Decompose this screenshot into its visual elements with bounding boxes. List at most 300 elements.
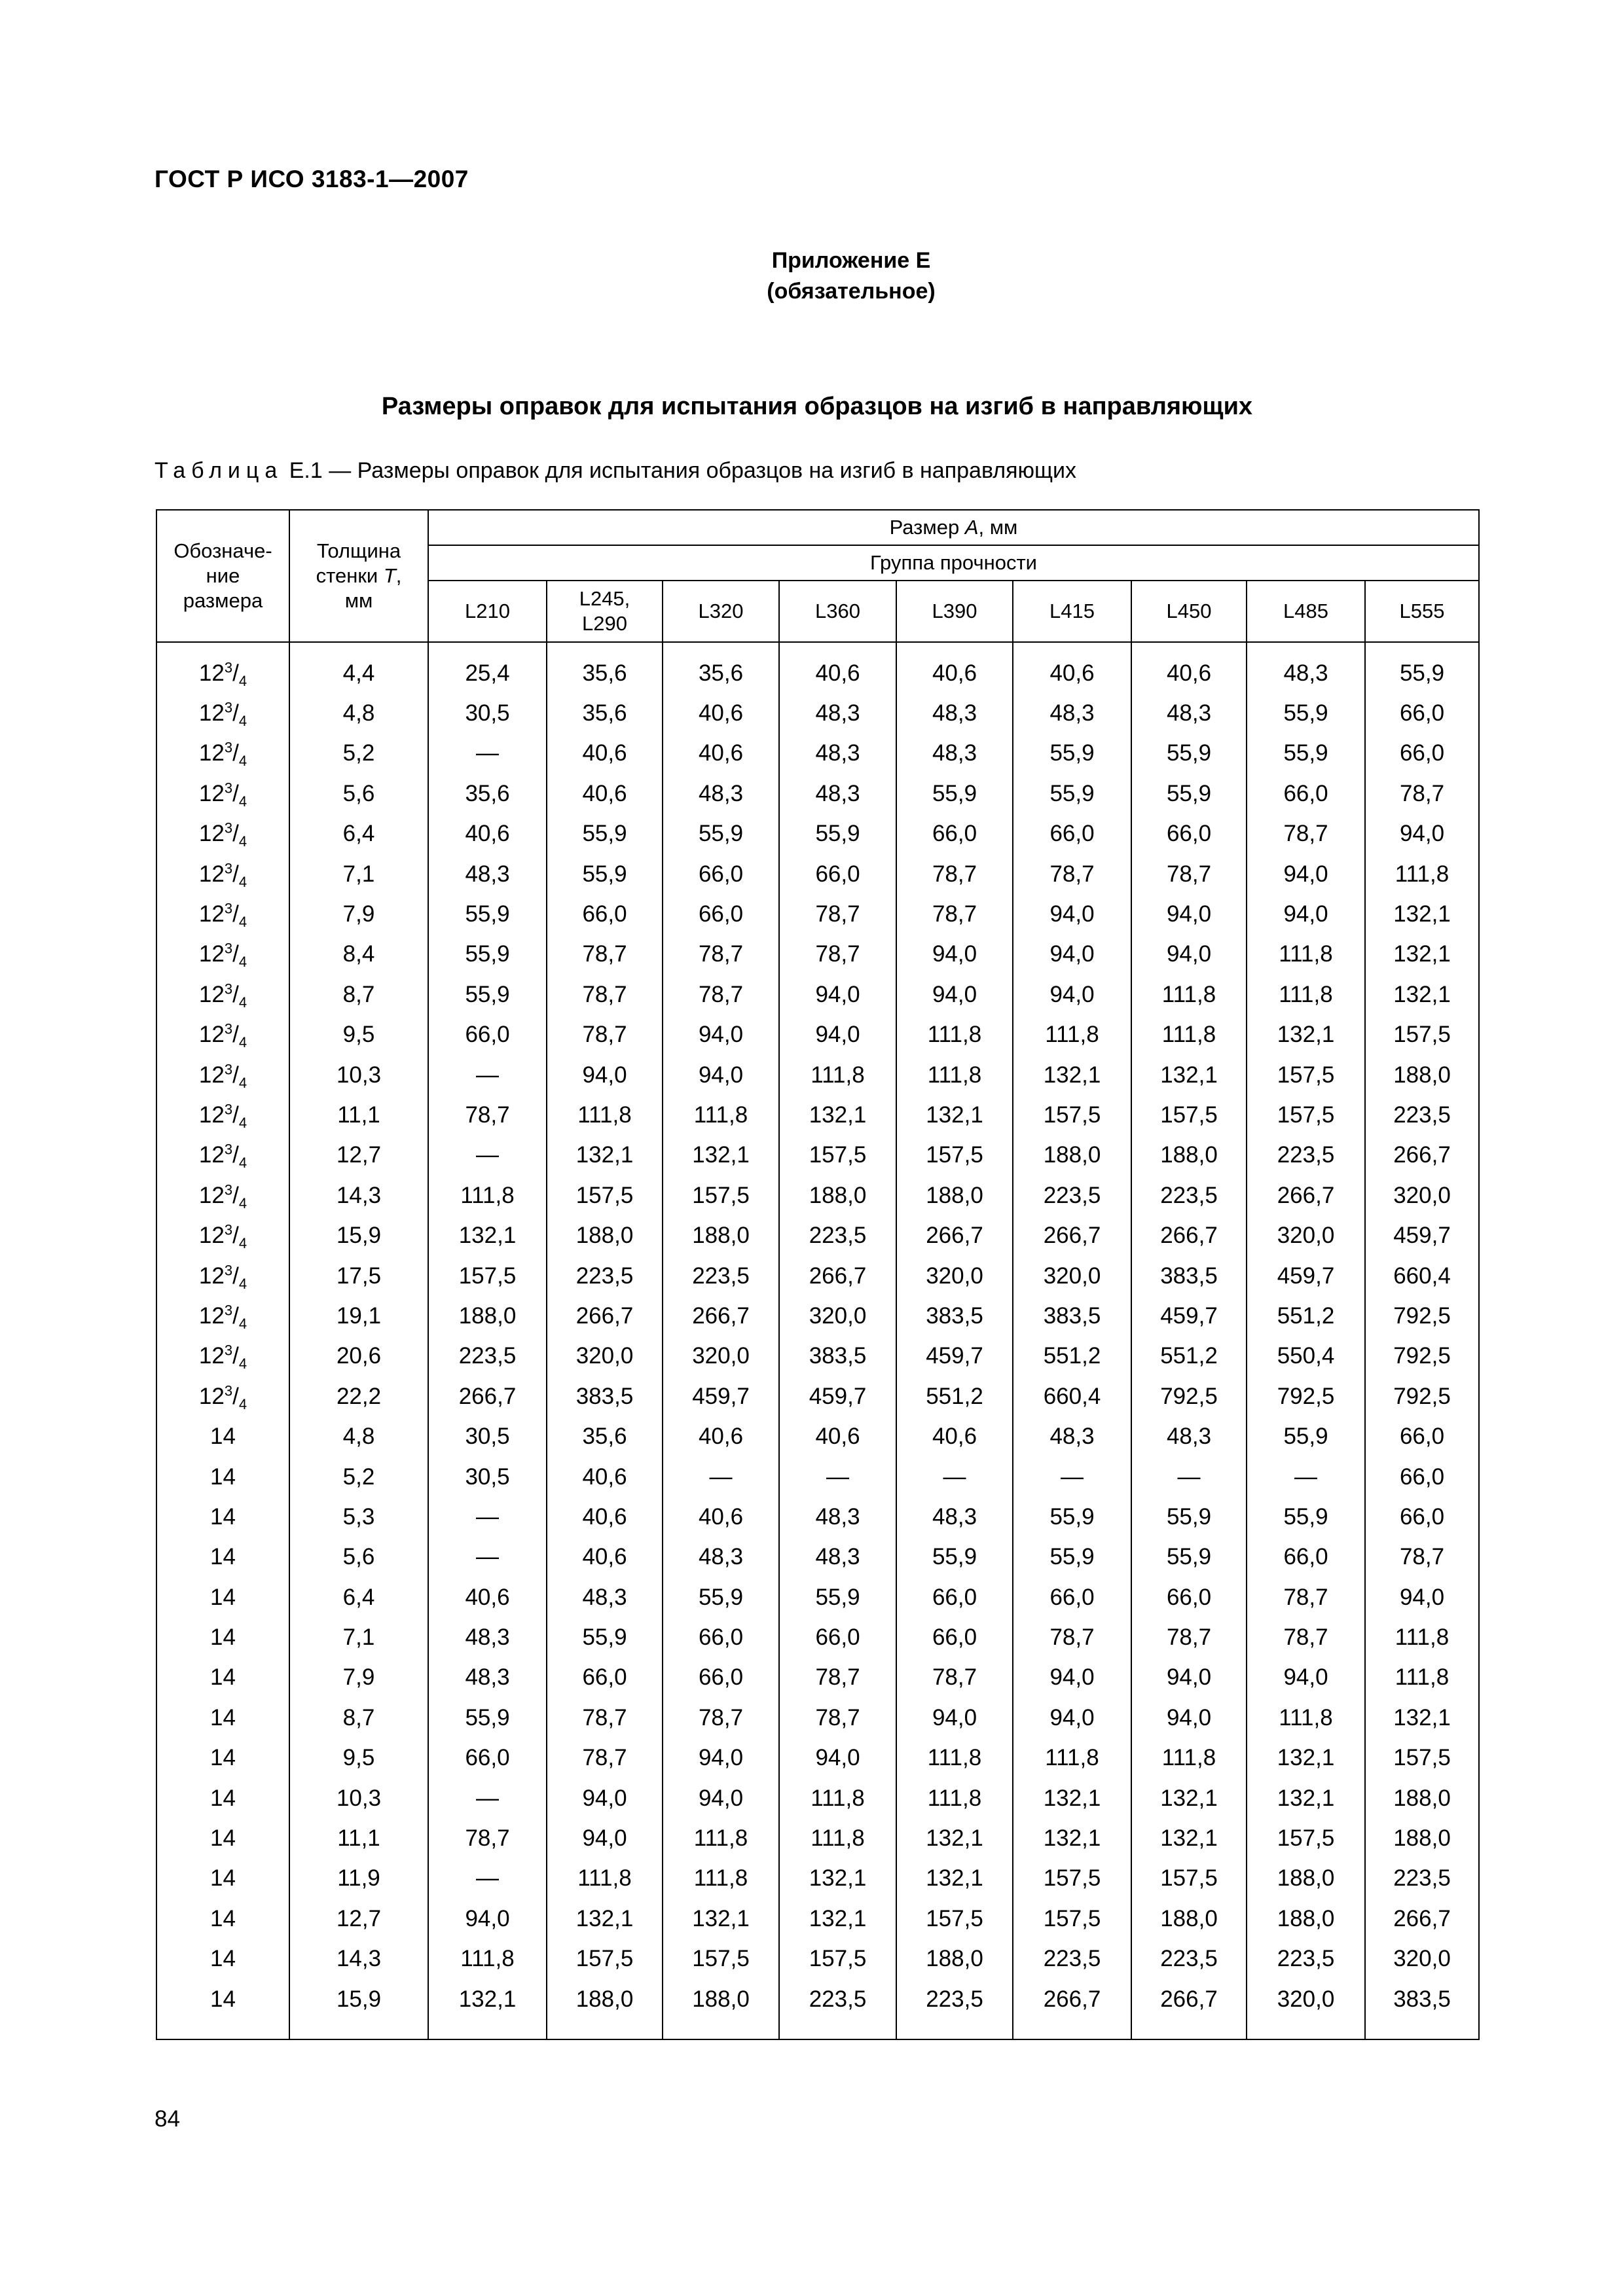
mandrel-size-cell: 55,9 xyxy=(896,1537,1013,1577)
mandrel-size-cell: 111,8 xyxy=(1247,975,1365,1014)
mandrel-size-cell: 48,3 xyxy=(779,693,896,733)
mandrel-size-cell: 66,0 xyxy=(663,854,779,894)
mandrel-size-cell: 188,0 xyxy=(1131,1136,1247,1175)
mandrel-size-cell: 459,7 xyxy=(896,1336,1013,1376)
mandrel-size-cell: 111,8 xyxy=(896,1738,1013,1778)
mandrel-size-cell: 132,1 xyxy=(896,1818,1013,1858)
mandrel-size-cell: 94,0 xyxy=(1013,975,1131,1014)
size-designation-cell: 14 xyxy=(156,1859,289,1899)
mandrel-size-cell: 320,0 xyxy=(1013,1256,1131,1296)
size-designation-cell: $12^3/_4$ xyxy=(156,935,289,975)
size-designation-cell: $12^3/_4$ xyxy=(156,1055,289,1095)
mandrel-size-cell: 94,0 xyxy=(1131,894,1247,934)
table-row xyxy=(156,1136,1479,1175)
mandrel-size-cell: 55,9 xyxy=(547,814,663,854)
mandrel-size-cell: 223,5 xyxy=(1013,1939,1131,1979)
table-row xyxy=(156,814,1479,854)
mandrel-size-cell: 132,1 xyxy=(1365,894,1479,934)
mandrel-size-cell: 157,5 xyxy=(1013,1095,1131,1135)
mandrel-size-cell: 157,5 xyxy=(1131,1095,1247,1135)
mandrel-size-cell: 48,3 xyxy=(1013,693,1131,733)
col-header-size-a: Размер A, мм xyxy=(428,510,1479,545)
mandrel-size-cell: 188,0 xyxy=(896,1939,1013,1979)
mandrel-size-cell: 40,6 xyxy=(547,1457,663,1497)
mandrel-size-cell: 94,0 xyxy=(779,975,896,1014)
mandrel-size-cell: 55,9 xyxy=(1247,693,1365,733)
mandrel-size-cell: 66,0 xyxy=(428,1738,547,1778)
mandrel-size-cell: 266,7 xyxy=(1131,1215,1247,1255)
wall-thickness-cell: 15,9 xyxy=(289,1979,428,2019)
mandrel-size-cell: 188,0 xyxy=(896,1175,1013,1215)
mandrel-size-cell: 55,9 xyxy=(779,1577,896,1617)
mandrel-size-cell: 48,3 xyxy=(896,693,1013,733)
mandrel-size-cell: 266,7 xyxy=(663,1296,779,1336)
mandrel-size-cell: 78,7 xyxy=(663,935,779,975)
table-row xyxy=(156,854,1479,894)
mandrel-size-cell: 78,7 xyxy=(663,975,779,1014)
table-row xyxy=(156,1818,1479,1858)
mandrel-size-cell: 188,0 xyxy=(779,1175,896,1215)
wall-thickness-cell: 4,8 xyxy=(289,1416,428,1456)
mandrel-size-cell: 94,0 xyxy=(1247,854,1365,894)
table-row xyxy=(156,1215,1479,1255)
mandrel-size-cell: 111,8 xyxy=(428,1939,547,1979)
table-row xyxy=(156,1457,1479,1497)
mandrel-size-cell: 94,0 xyxy=(547,1818,663,1858)
table-row xyxy=(156,1899,1479,1939)
mandrel-size-cell: 48,3 xyxy=(779,734,896,774)
mandrel-size-cell: 223,5 xyxy=(428,1336,547,1376)
wall-thickness-cell: 6,4 xyxy=(289,1577,428,1617)
size-designation-cell: $12^3/_4$ xyxy=(156,774,289,814)
mandrel-size-cell: 55,9 xyxy=(1013,734,1131,774)
mandrel-size-cell: 48,3 xyxy=(1247,653,1365,693)
mandrel-size-cell: 66,0 xyxy=(779,854,896,894)
table-row xyxy=(156,1376,1479,1416)
mandrel-size-cell: 55,9 xyxy=(1131,1537,1247,1577)
mandrel-size-cell: 55,9 xyxy=(1131,774,1247,814)
mandrel-size-cell: 132,1 xyxy=(1131,1818,1247,1858)
mandrel-size-cell: 66,0 xyxy=(1365,1457,1479,1497)
mandrel-size-cell: 383,5 xyxy=(547,1376,663,1416)
mandrel-size-cell: 459,7 xyxy=(663,1376,779,1416)
mandrel-size-cell: 111,8 xyxy=(1247,1698,1365,1738)
mandrel-size-cell: 132,1 xyxy=(1131,1778,1247,1818)
mandrel-size-cell: 40,6 xyxy=(1131,653,1247,693)
table-row xyxy=(156,774,1479,814)
mandrel-size-cell: 132,1 xyxy=(1365,1698,1479,1738)
mandrel-size-cell: 66,0 xyxy=(547,894,663,934)
mandrel-size-cell: 223,5 xyxy=(1013,1175,1131,1215)
table-row xyxy=(156,1497,1479,1537)
mandrel-size-cell: — xyxy=(428,1537,547,1577)
mandrel-size-cell: 40,6 xyxy=(663,734,779,774)
mandrel-size-cell: 266,7 xyxy=(428,1376,547,1416)
mandrel-size-cell: 40,6 xyxy=(896,1416,1013,1456)
mandrel-size-cell: 266,7 xyxy=(779,1256,896,1296)
mandrel-size-cell: — xyxy=(428,1778,547,1818)
mandrel-size-cell: 48,3 xyxy=(1131,1416,1247,1456)
table-row xyxy=(156,693,1479,733)
mandrel-size-cell: 66,0 xyxy=(896,1577,1013,1617)
size-designation-cell: $12^3/_4$ xyxy=(156,693,289,733)
mandrel-size-cell: 55,9 xyxy=(1247,734,1365,774)
mandrel-size-cell: 55,9 xyxy=(1247,1416,1365,1456)
grade-header: L450 xyxy=(1131,581,1247,642)
table-row xyxy=(156,1256,1479,1296)
wall-thickness-cell: 17,5 xyxy=(289,1256,428,1296)
mandrel-size-cell: 551,2 xyxy=(896,1376,1013,1416)
mandrel-size-cell: 94,0 xyxy=(663,1055,779,1095)
mandrel-size-cell: 266,7 xyxy=(547,1296,663,1336)
col-header-wall-thickness: Толщина стенки T, мм xyxy=(289,510,428,642)
mandrel-size-cell: 132,1 xyxy=(779,1095,896,1135)
mandrel-size-cell: 78,7 xyxy=(896,894,1013,934)
mandrel-size-cell: 320,0 xyxy=(1247,1979,1365,2019)
mandrel-size-cell: 55,9 xyxy=(779,814,896,854)
mandrel-size-cell: 223,5 xyxy=(1247,1136,1365,1175)
mandrel-size-cell: 132,1 xyxy=(428,1215,547,1255)
size-designation-cell: 14 xyxy=(156,1778,289,1818)
mandrel-size-cell: 40,6 xyxy=(663,1497,779,1537)
mandrel-size-cell: 157,5 xyxy=(779,1939,896,1979)
wall-thickness-cell: 22,2 xyxy=(289,1376,428,1416)
mandrel-size-cell: 132,1 xyxy=(1365,935,1479,975)
table-row xyxy=(156,1617,1479,1657)
mandrel-size-cell: 111,8 xyxy=(1131,975,1247,1014)
mandrel-size-cell: 132,1 xyxy=(1013,1778,1131,1818)
mandrel-size-cell: 66,0 xyxy=(896,1617,1013,1657)
mandrel-size-cell: 94,0 xyxy=(1131,1698,1247,1738)
wall-thickness-cell: 10,3 xyxy=(289,1055,428,1095)
mandrel-size-cell: 157,5 xyxy=(663,1175,779,1215)
mandrel-size-cell: 223,5 xyxy=(779,1215,896,1255)
mandrel-size-cell: 94,0 xyxy=(896,975,1013,1014)
size-designation-cell: $12^3/_4$ xyxy=(156,1256,289,1296)
mandrel-size-cell: 111,8 xyxy=(1131,1015,1247,1055)
mandrel-size-cell: 111,8 xyxy=(547,1859,663,1899)
mandrel-size-cell: 78,7 xyxy=(779,935,896,975)
mandrel-size-cell: 132,1 xyxy=(1013,1055,1131,1095)
mandrel-size-cell: 30,5 xyxy=(428,1416,547,1456)
mandrel-size-cell: 157,5 xyxy=(663,1939,779,1979)
mandrel-size-cell: 111,8 xyxy=(779,1778,896,1818)
mandrel-size-cell: 66,0 xyxy=(1247,1537,1365,1577)
mandrel-size-cell: 66,0 xyxy=(1131,1577,1247,1617)
size-designation-cell: 14 xyxy=(156,1658,289,1698)
mandrel-size-cell: 223,5 xyxy=(779,1979,896,2019)
mandrel-size-cell: 320,0 xyxy=(663,1336,779,1376)
mandrel-size-cell: 48,3 xyxy=(896,1497,1013,1537)
wall-thickness-cell: 8,7 xyxy=(289,975,428,1014)
mandrel-size-cell: 55,9 xyxy=(1131,1497,1247,1537)
wall-thickness-cell: 11,1 xyxy=(289,1818,428,1858)
mandrel-size-cell: 66,0 xyxy=(1365,1497,1479,1537)
mandrel-size-cell: 94,0 xyxy=(896,935,1013,975)
mandrel-size-cell: 66,0 xyxy=(1365,693,1479,733)
size-designation-cell: 14 xyxy=(156,1698,289,1738)
mandrel-size-cell: 48,3 xyxy=(663,1537,779,1577)
mandrel-size-cell: 78,7 xyxy=(1131,1617,1247,1657)
mandrel-size-cell: 66,0 xyxy=(1247,774,1365,814)
mandrel-size-cell: 94,0 xyxy=(1247,894,1365,934)
mandrel-size-cell: 266,7 xyxy=(1013,1979,1131,2019)
mandrel-size-cell: 132,1 xyxy=(1247,1778,1365,1818)
mandrel-size-cell: 78,7 xyxy=(1365,774,1479,814)
size-designation-cell: $12^3/_4$ xyxy=(156,1336,289,1376)
mandrel-size-cell: 94,0 xyxy=(1365,814,1479,854)
mandrel-size-cell: 111,8 xyxy=(896,1778,1013,1818)
size-designation-cell: 14 xyxy=(156,1457,289,1497)
table-row xyxy=(156,1778,1479,1818)
mandrel-size-cell: 320,0 xyxy=(896,1256,1013,1296)
wall-thickness-cell: 7,9 xyxy=(289,1658,428,1698)
mandrel-size-cell: 66,0 xyxy=(663,1658,779,1698)
table-caption-label: Таблица xyxy=(155,458,283,483)
mandrel-size-cell: 94,0 xyxy=(1365,1577,1479,1617)
mandrel-size-cell: 78,7 xyxy=(896,854,1013,894)
mandrel-size-cell: 40,6 xyxy=(663,1416,779,1456)
mandrel-size-cell: 94,0 xyxy=(428,1899,547,1939)
table-row xyxy=(156,975,1479,1014)
wall-thickness-cell: 4,4 xyxy=(289,653,428,693)
mandrel-size-cell: 792,5 xyxy=(1365,1296,1479,1336)
mandrel-size-cell: 188,0 xyxy=(1365,1778,1479,1818)
size-designation-cell: $12^3/_4$ xyxy=(156,1015,289,1055)
mandrel-size-cell: 157,5 xyxy=(1131,1859,1247,1899)
mandrel-size-cell: 55,9 xyxy=(1013,774,1131,814)
mandrel-size-cell: 111,8 xyxy=(663,1859,779,1899)
mandrel-size-cell: 132,1 xyxy=(547,1899,663,1939)
mandrel-size-cell: — xyxy=(428,1859,547,1899)
mandrel-size-cell: 188,0 xyxy=(1365,1055,1479,1095)
table-row xyxy=(156,734,1479,774)
wall-thickness-cell: 10,3 xyxy=(289,1778,428,1818)
mandrel-size-cell: 320,0 xyxy=(1365,1939,1479,1979)
mandrel-size-cell: 188,0 xyxy=(1247,1859,1365,1899)
mandrel-size-cell: 78,7 xyxy=(1013,854,1131,894)
size-designation-cell: $12^3/_4$ xyxy=(156,1095,289,1135)
mandrel-size-cell: 78,7 xyxy=(779,894,896,934)
wall-thickness-cell: 12,7 xyxy=(289,1899,428,1939)
mandrel-size-cell: 223,5 xyxy=(1131,1175,1247,1215)
col-header-strength-group: Группа прочности xyxy=(428,545,1479,581)
mandrel-size-cell: 66,0 xyxy=(428,1015,547,1055)
table-caption-text: Е.1 — Размеры оправок для испытания образцов на изгиб в направляющих xyxy=(283,458,1076,483)
mandrel-size-cell: 48,3 xyxy=(663,774,779,814)
mandrel-size-cell: 132,1 xyxy=(1247,1738,1365,1778)
mandrel-size-cell: 25,4 xyxy=(428,653,547,693)
mandrel-size-cell: 94,0 xyxy=(1131,935,1247,975)
mandrel-size-cell: — xyxy=(428,1136,547,1175)
mandrel-size-cell: 78,7 xyxy=(663,1698,779,1738)
grade-header: L390 xyxy=(896,581,1013,642)
table-row xyxy=(156,1939,1479,1979)
mandrel-size-cell: 40,6 xyxy=(1013,653,1131,693)
wall-thickness-cell: 5,2 xyxy=(289,1457,428,1497)
size-designation-cell: 14 xyxy=(156,1497,289,1537)
mandrel-size-cell: 383,5 xyxy=(1013,1296,1131,1336)
size-designation-cell: 14 xyxy=(156,1939,289,1979)
mandrel-size-cell: 35,6 xyxy=(428,774,547,814)
size-designation-cell: $12^3/_4$ xyxy=(156,1215,289,1255)
mandrel-size-cell: 157,5 xyxy=(1365,1015,1479,1055)
mandrel-size-cell: 188,0 xyxy=(663,1979,779,2019)
wall-thickness-cell: 5,6 xyxy=(289,774,428,814)
mandrel-size-cell: 383,5 xyxy=(779,1336,896,1376)
mandrel-size-cell: 55,9 xyxy=(1247,1497,1365,1537)
mandrel-size-cell: 266,7 xyxy=(1013,1215,1131,1255)
mandrel-size-cell: 48,3 xyxy=(1013,1416,1131,1456)
mandrel-size-cell: 78,7 xyxy=(1247,814,1365,854)
table-caption xyxy=(155,458,1076,484)
mandrel-size-cell: 157,5 xyxy=(547,1175,663,1215)
size-designation-cell: $12^3/_4$ xyxy=(156,854,289,894)
table-row xyxy=(156,1336,1479,1376)
mandrel-size-cell: 48,3 xyxy=(779,1537,896,1577)
mandrel-size-cell: 94,0 xyxy=(779,1015,896,1055)
mandrel-size-cell: 40,6 xyxy=(896,653,1013,693)
mandrel-size-cell: — xyxy=(1013,1457,1131,1497)
mandrel-size-cell: 40,6 xyxy=(547,774,663,814)
mandrel-size-cell: — xyxy=(428,1055,547,1095)
mandrel-size-cell: 132,1 xyxy=(547,1136,663,1175)
mandrel-size-table xyxy=(156,509,1480,2040)
mandrel-size-cell: 55,9 xyxy=(547,1617,663,1657)
size-designation-cell: $12^3/_4$ xyxy=(156,975,289,1014)
size-designation-cell: $12^3/_4$ xyxy=(156,1296,289,1336)
mandrel-size-cell: 132,1 xyxy=(1013,1818,1131,1858)
table-row xyxy=(156,1698,1479,1738)
wall-thickness-cell: 6,4 xyxy=(289,814,428,854)
mandrel-size-cell: 48,3 xyxy=(428,1617,547,1657)
mandrel-size-cell: 459,7 xyxy=(779,1376,896,1416)
size-designation-cell: 14 xyxy=(156,1416,289,1456)
mandrel-size-cell: 111,8 xyxy=(547,1095,663,1135)
mandrel-size-cell: 157,5 xyxy=(1247,1055,1365,1095)
mandrel-size-cell: 157,5 xyxy=(428,1256,547,1296)
mandrel-size-cell: 66,0 xyxy=(896,814,1013,854)
mandrel-size-cell: 132,1 xyxy=(1131,1055,1247,1095)
wall-thickness-cell: 15,9 xyxy=(289,1215,428,1255)
mandrel-size-cell: 35,6 xyxy=(547,1416,663,1456)
mandrel-size-cell: 223,5 xyxy=(1365,1095,1479,1135)
mandrel-size-cell: 188,0 xyxy=(547,1979,663,2019)
mandrel-size-cell: 78,7 xyxy=(547,1698,663,1738)
mandrel-size-cell: 94,0 xyxy=(1247,1658,1365,1698)
mandrel-size-cell: 132,1 xyxy=(1365,975,1479,1014)
mandrel-size-cell: 188,0 xyxy=(1013,1136,1131,1175)
mandrel-size-cell: 266,7 xyxy=(1131,1979,1247,2019)
mandrel-size-cell: 66,0 xyxy=(663,894,779,934)
mandrel-size-cell: 48,3 xyxy=(896,734,1013,774)
wall-thickness-cell: 14,3 xyxy=(289,1175,428,1215)
mandrel-size-cell: 78,7 xyxy=(779,1698,896,1738)
size-designation-cell: 14 xyxy=(156,1899,289,1939)
wall-thickness-cell: 9,5 xyxy=(289,1015,428,1055)
mandrel-size-cell: 66,0 xyxy=(1131,814,1247,854)
mandrel-size-cell: 459,7 xyxy=(1365,1215,1479,1255)
wall-thickness-cell: 5,2 xyxy=(289,734,428,774)
mandrel-size-cell: 459,7 xyxy=(1247,1256,1365,1296)
mandrel-size-cell: 111,8 xyxy=(1247,935,1365,975)
mandrel-size-cell: 78,7 xyxy=(547,1738,663,1778)
mandrel-size-cell: 157,5 xyxy=(896,1136,1013,1175)
grade-header: L485 xyxy=(1247,581,1365,642)
annex-status: (обязательное) xyxy=(767,279,936,304)
mandrel-size-cell: 660,4 xyxy=(1013,1376,1131,1416)
mandrel-size-cell: 320,0 xyxy=(779,1296,896,1336)
table-row xyxy=(156,1658,1479,1698)
mandrel-size-cell: 320,0 xyxy=(547,1336,663,1376)
wall-thickness-cell: 11,9 xyxy=(289,1859,428,1899)
size-designation-cell: 14 xyxy=(156,1979,289,2019)
mandrel-size-cell: 55,9 xyxy=(428,975,547,1014)
mandrel-size-cell: 66,0 xyxy=(1013,814,1131,854)
table-row xyxy=(156,1979,1479,2019)
size-designation-cell: $12^3/_4$ xyxy=(156,1175,289,1215)
mandrel-size-cell: 266,7 xyxy=(1365,1899,1479,1939)
table-row xyxy=(156,1095,1479,1135)
mandrel-size-cell: 551,2 xyxy=(1131,1336,1247,1376)
size-designation-cell: 14 xyxy=(156,1738,289,1778)
mandrel-size-cell: 55,9 xyxy=(896,774,1013,814)
mandrel-size-cell: 94,0 xyxy=(1131,1658,1247,1698)
mandrel-size-cell: 66,0 xyxy=(1365,734,1479,774)
wall-thickness-cell: 19,1 xyxy=(289,1296,428,1336)
mandrel-size-cell: 157,5 xyxy=(779,1136,896,1175)
mandrel-size-cell: 223,5 xyxy=(1365,1859,1479,1899)
mandrel-size-cell: 94,0 xyxy=(547,1778,663,1818)
mandrel-size-cell: — xyxy=(779,1457,896,1497)
mandrel-size-cell: 132,1 xyxy=(428,1979,547,2019)
table-row xyxy=(156,653,1479,693)
mandrel-size-cell: 78,7 xyxy=(1131,854,1247,894)
mandrel-size-cell: 111,8 xyxy=(896,1055,1013,1095)
grade-header: L320 xyxy=(663,581,779,642)
grade-header: L245, L290 xyxy=(547,581,663,642)
mandrel-size-cell: 55,9 xyxy=(1013,1537,1131,1577)
table-row xyxy=(156,1577,1479,1617)
mandrel-size-cell: 157,5 xyxy=(896,1899,1013,1939)
mandrel-size-cell: 78,7 xyxy=(1013,1617,1131,1657)
mandrel-size-cell: 188,0 xyxy=(1131,1899,1247,1939)
mandrel-size-cell: 94,0 xyxy=(1013,894,1131,934)
mandrel-size-cell: 55,9 xyxy=(547,854,663,894)
mandrel-size-cell: 55,9 xyxy=(663,814,779,854)
mandrel-size-cell: 132,1 xyxy=(896,1859,1013,1899)
mandrel-size-cell: 35,6 xyxy=(547,693,663,733)
mandrel-size-cell: 40,6 xyxy=(779,653,896,693)
size-designation-cell: $12^3/_4$ xyxy=(156,894,289,934)
wall-thickness-cell: 7,9 xyxy=(289,894,428,934)
mandrel-size-cell: 157,5 xyxy=(1013,1899,1131,1939)
wall-thickness-cell: 11,1 xyxy=(289,1095,428,1135)
grade-header: L210 xyxy=(428,581,547,642)
mandrel-size-cell: 111,8 xyxy=(1365,1617,1479,1657)
mandrel-size-cell: 78,7 xyxy=(547,1015,663,1055)
mandrel-size-cell: 55,9 xyxy=(428,1698,547,1738)
mandrel-size-cell: 266,7 xyxy=(1247,1175,1365,1215)
grade-header: L415 xyxy=(1013,581,1131,642)
col-header-designation: Обозначе- ние размера xyxy=(156,510,289,642)
size-designation-cell: 14 xyxy=(156,1617,289,1657)
mandrel-size-cell: 266,7 xyxy=(896,1215,1013,1255)
document-id: ГОСТ Р ИСО 3183-1—2007 xyxy=(155,166,469,192)
grade-header: L555 xyxy=(1365,581,1479,642)
mandrel-size-cell: 223,5 xyxy=(547,1256,663,1296)
mandrel-size-cell: 111,8 xyxy=(1365,1658,1479,1698)
